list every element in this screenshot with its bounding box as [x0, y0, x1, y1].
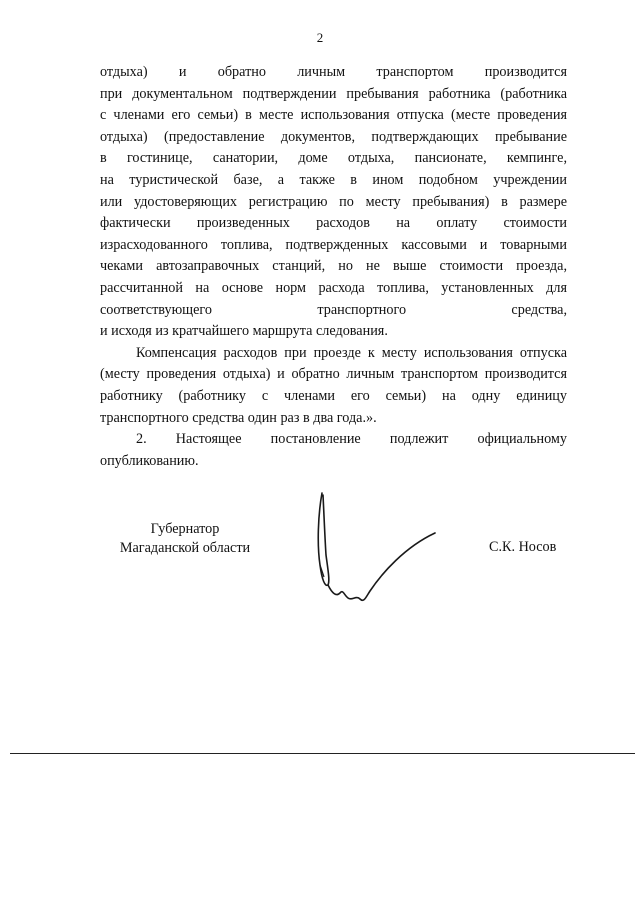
- text-line: на туристической базе, а также в ином подобном учреждении: [100, 171, 567, 188]
- text-line: израсходованного топлива, подтвержденных кассовыми и товарными: [100, 236, 567, 253]
- text-line: опубликованию.: [100, 452, 199, 469]
- text-line: (месту проведения отдыха) и обратно личным транспортом производится: [100, 366, 567, 383]
- text-line: транспортного средства один раз в два года.».: [100, 409, 377, 426]
- paragraph-publication: [100, 429, 567, 472]
- text-line: с членами его семьи) в месте использования отпуска (месте проведения: [100, 107, 567, 124]
- text-line: фактически произведенных расходов на оплату стоимости: [100, 215, 567, 232]
- signatory-region: Магаданской области: [119, 540, 251, 556]
- paragraph-travel-compensation: [100, 62, 567, 343]
- document-body: [100, 62, 567, 472]
- paragraph-frequency: [100, 343, 567, 429]
- text-line: Компенсация расходов при проезде к месту использования отпуска: [136, 344, 567, 361]
- text-line: работнику (работнику с членами его семьи) на одну единицу: [100, 387, 567, 404]
- text-line: чеками автозаправочных станций, но не выше стоимости проезда,: [100, 258, 567, 275]
- footer-divider: [10, 753, 635, 754]
- text-line: рассчитанной на основе норм расхода топлива, установленных для: [100, 279, 567, 296]
- signatory-title: [100, 520, 270, 558]
- text-line: при документальном подтверждении пребывания работника (работника: [100, 85, 567, 102]
- text-line: или удостоверяющих регистрацию по месту пребывания) в размере: [100, 193, 567, 210]
- text-line: отдыха) (предоставление документов, подтверждающих пребывание: [100, 128, 567, 145]
- text-line: соответствующего транспортного средства,: [100, 301, 567, 318]
- text-line: отдыха) и обратно личным транспортом производится: [100, 64, 567, 80]
- page-number: 2: [316, 30, 324, 45]
- signatory-position: Губернатор: [150, 521, 220, 537]
- text-line: в гостинице, санатории, доме отдыха, пансионате, кемпинге,: [100, 150, 567, 167]
- text-line: 2. Настоящее постановление подлежит официальному: [136, 431, 567, 448]
- handwritten-signature: [300, 485, 450, 610]
- signatory-name: С.К. Носов: [489, 539, 557, 555]
- text-line: и исходя из кратчайшего маршрута следования.: [100, 323, 388, 340]
